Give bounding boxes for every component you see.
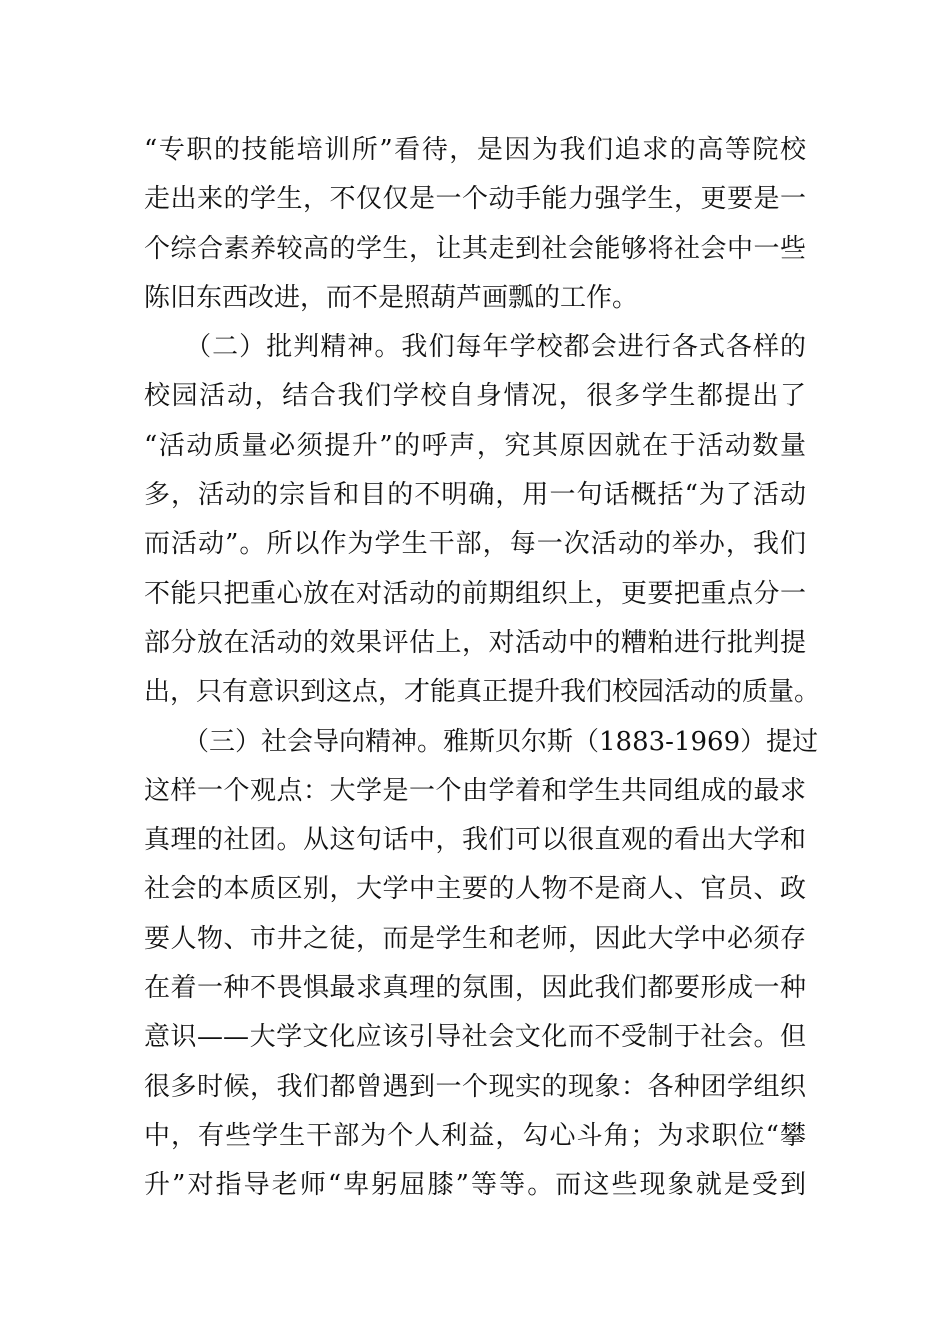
text-line: 走出来的学生，不仅仅是一个动手能力强学生，更要是一 [144,184,806,215]
text-line: 在着一种不畏惧最求真理的氛围，因此我们都要形成一种 [144,973,806,1004]
text-line: 而活动”。所以作为学生干部，每一次活动的举办，我们 [144,529,806,560]
text-line: 出，只有意识到这点，才能真正提升我们校园活动的质量。 [144,677,821,708]
text-line: 部分放在活动的效果评估上，对活动中的糟粕进行批判提 [144,627,806,658]
body-text [144,126,821,1211]
text-line: 中，有些学生干部为个人利益，勾心斗角；为求职位“攀 [144,1120,806,1151]
text-line: 校园活动，结合我们学校自身情况，很多学生都提出了 [144,381,806,412]
text-line: 真理的社团。从这句话中，我们可以很直观的看出大学和 [144,825,806,856]
text-line: 不能只把重心放在对活动的前期组织上，更要把重点分一 [144,578,806,609]
text-line: 意识——大学文化应该引导社会文化而不受制于社会。但 [144,1022,806,1053]
text-line: （二）批判精神。我们每年学校都会进行各式各样的 [144,332,806,363]
text-line: 升”对指导老师“卑躬屈膝”等等。而这些现象就是受到 [144,1170,806,1201]
text-line: “专职的技能培训所”看待，是因为我们追求的高等院校 [144,135,806,165]
text-line: 社会的本质区别，大学中主要的人物不是商人、官员、政 [144,874,806,905]
text-line: 个综合素养较高的学生，让其走到社会能够将社会中一些 [144,233,806,264]
text-line: 很多时候，我们都曾遇到一个现实的现象：各种团学组织 [144,1071,806,1102]
text-line: 要人物、市井之徒，而是学生和老师，因此大学中必须存 [144,923,806,954]
text-line: （三）社会导向精神。雅斯贝尔斯（1883-1969）提过 [144,726,819,757]
text-line: 陈旧东西改进，而不是照葫芦画瓢的工作。 [144,282,639,313]
text-line: 这样一个观点：大学是一个由学着和学生共同组成的最求 [144,775,806,806]
text-line: 多，活动的宗旨和目的不明确，用一句话概括“为了活动 [144,480,806,511]
text-line: “活动质量必须提升”的呼声，究其原因就在于活动数量 [144,430,806,461]
